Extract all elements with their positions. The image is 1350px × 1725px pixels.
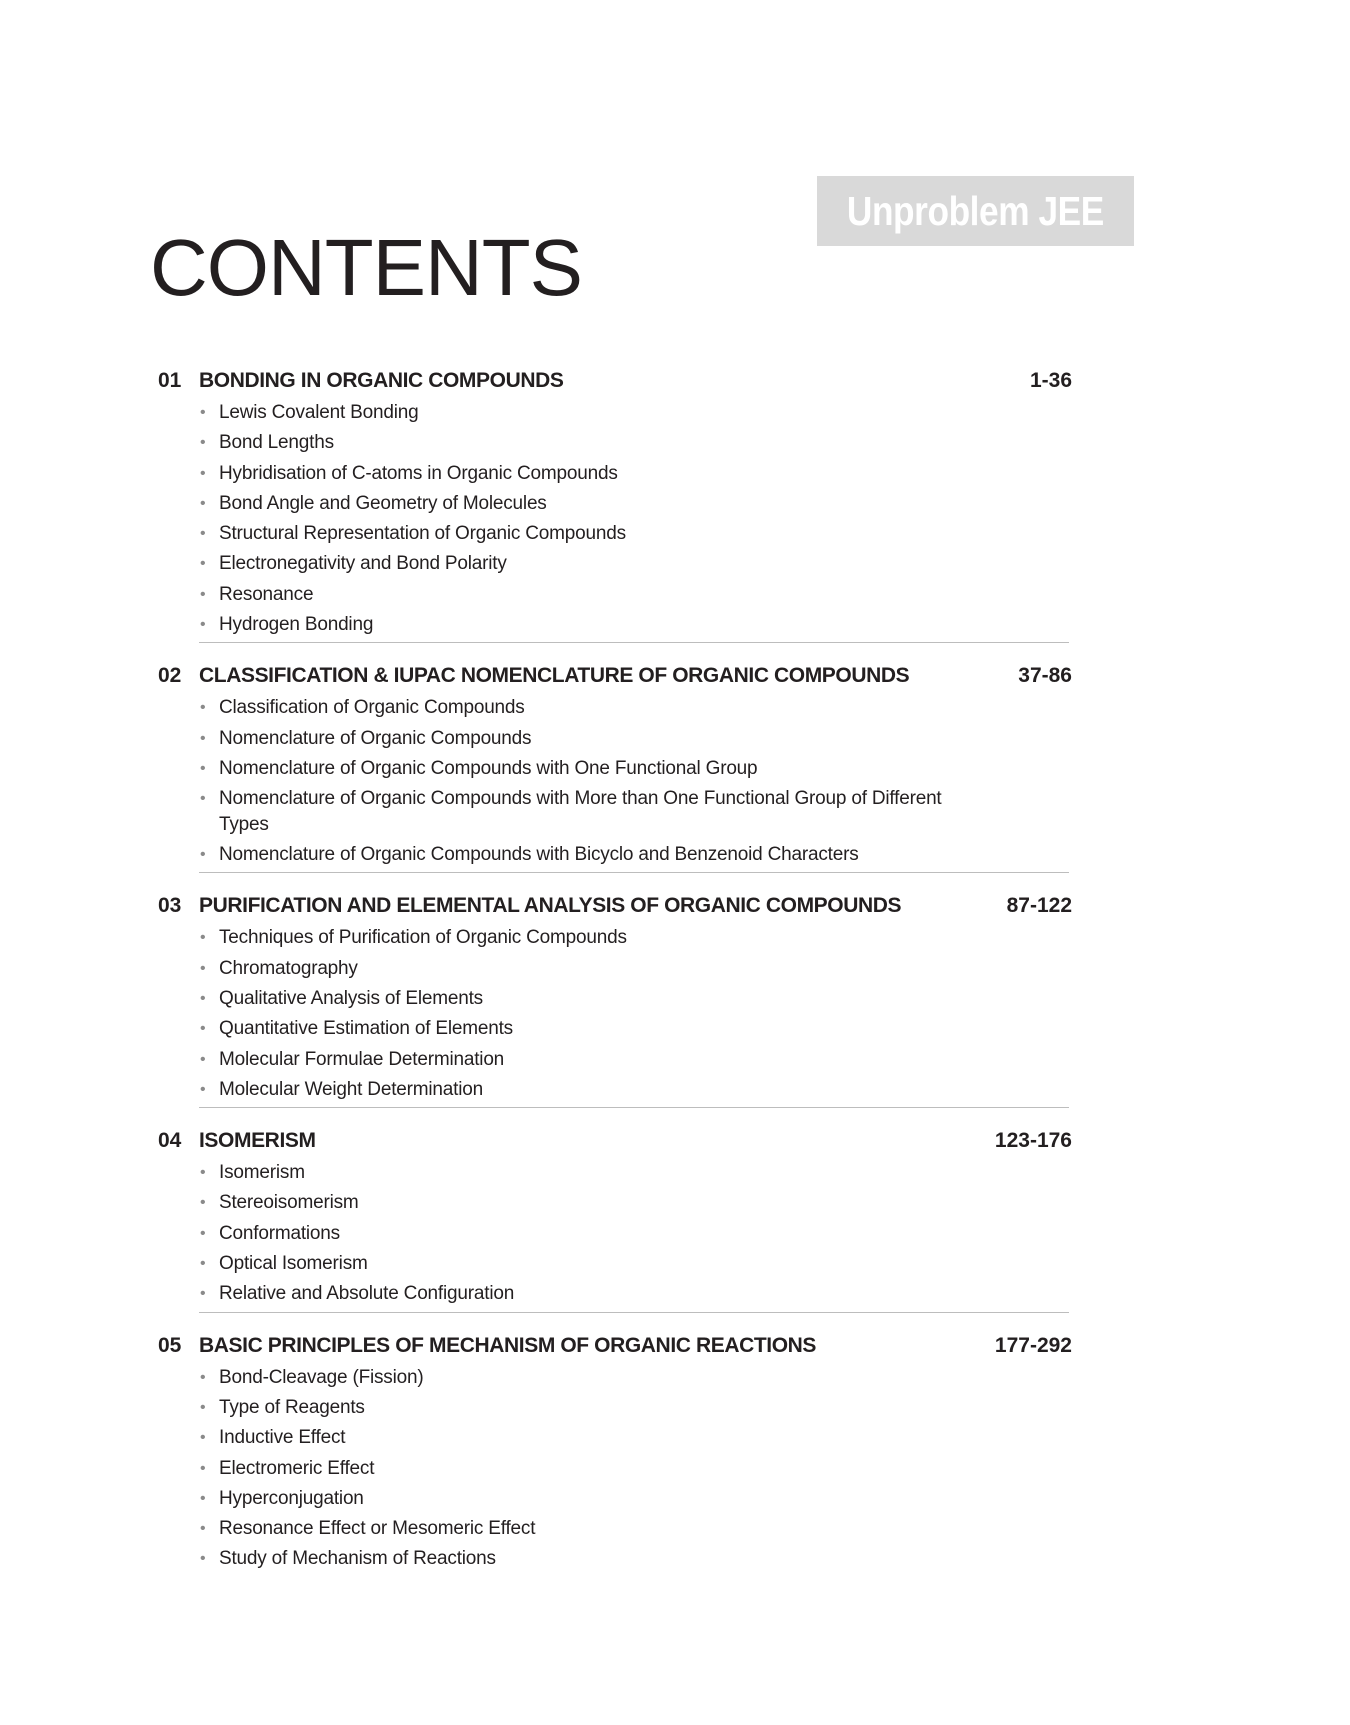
topic-item[interactable] — [0, 956, 1350, 982]
topic-item[interactable] — [0, 726, 1350, 752]
bullet-icon: • — [200, 1489, 206, 1507]
topic-item[interactable] — [0, 1160, 1350, 1186]
topic-label: Molecular Weight Determination — [219, 1078, 483, 1100]
topic-item[interactable] — [0, 986, 1350, 1012]
chapter-page-range: 1-36 — [1029, 369, 1072, 392]
brand-text: Unproblem JEE — [847, 187, 1104, 234]
bullet-icon: • — [200, 1285, 206, 1303]
bullet-icon: • — [200, 699, 206, 717]
topic-item[interactable] — [0, 695, 1350, 721]
topic-item[interactable] — [0, 1190, 1350, 1216]
topic-label: Conformations — [219, 1222, 340, 1244]
topic-item[interactable] — [0, 491, 1350, 517]
topic-label: Inductive Effect — [219, 1427, 346, 1449]
topic-label: Structural Representation of Organic Compounds — [219, 523, 626, 545]
section-divider — [199, 1107, 1069, 1108]
bullet-icon: • — [200, 464, 206, 482]
bullet-icon: • — [200, 585, 206, 603]
chapter-title: PURIFICATION AND ELEMENTAL ANALYSIS OF ORGANIC COMPOUNDS — [199, 894, 902, 918]
topic-label: Resonance Effect or Mesomeric Effect — [219, 1518, 536, 1540]
bullet-icon: • — [200, 790, 206, 808]
topic-label: Optical Isomerism — [219, 1253, 368, 1275]
topic-item[interactable] — [0, 925, 1350, 951]
bullet-icon: • — [200, 1050, 206, 1068]
topic-label: Bond-Cleavage (Fission) — [219, 1366, 424, 1388]
topic-label: Qualitative Analysis of Elements — [219, 987, 483, 1009]
bullet-icon: • — [200, 959, 206, 977]
chapter-number: 05 — [158, 1333, 182, 1357]
topic-label: Electromeric Effect — [219, 1457, 375, 1479]
chapter-title: BASIC PRINCIPLES OF MECHANISM OF ORGANIC REACTIONS — [199, 1333, 817, 1357]
topic-label: Bond Lengths — [219, 432, 334, 454]
chapter-heading[interactable] — [0, 1331, 1350, 1365]
topic-label: Electronegativity and Bond Polarity — [219, 553, 507, 575]
topic-label: Nomenclature of Organic Compounds with One Functional Group — [219, 757, 758, 779]
bullet-icon: • — [200, 434, 206, 452]
topic-label: Nomenclature of Organic Compounds with Bicyclo and Benzenoid Characters — [219, 844, 859, 866]
bullet-icon: • — [200, 1550, 206, 1568]
topic-label: Quantitative Estimation of Elements — [219, 1018, 513, 1040]
topic-label: Type of Reagents — [219, 1396, 365, 1418]
topic-label: Molecular Formulae Determination — [219, 1048, 505, 1070]
topic-list — [0, 925, 1350, 1102]
topic-item[interactable] — [0, 461, 1350, 487]
topic-item[interactable] — [0, 1425, 1350, 1451]
topic-label: Lewis Covalent Bonding — [219, 402, 419, 423]
topic-label: Hyperconjugation — [219, 1487, 364, 1509]
topic-label: Isomerism — [219, 1162, 305, 1184]
bullet-icon: • — [200, 1164, 206, 1182]
topic-label: Stereoisomerism — [219, 1192, 359, 1214]
chapter-title: CLASSIFICATION & IUPAC NOMENCLATURE OF ORGANIC COMPOUNDS — [199, 664, 910, 688]
topic-list — [0, 400, 1350, 638]
topic-item[interactable] — [0, 551, 1350, 577]
topic-label: Techniques of Purification of Organic Compounds — [219, 927, 627, 949]
bullet-icon: • — [200, 525, 206, 543]
chapter-entry — [0, 891, 1350, 1108]
chapter-page-range: 37-86 — [1018, 664, 1072, 688]
chapter-entry — [0, 366, 1350, 643]
topic-item[interactable] — [0, 1251, 1350, 1277]
chapter-number: 04 — [158, 1129, 182, 1153]
chapter-heading[interactable] — [0, 366, 1350, 400]
topic-label: Resonance — [219, 583, 314, 605]
chapter-page-range: 177-292 — [994, 1333, 1072, 1357]
topic-label: Hydrogen Bonding — [219, 614, 374, 636]
topic-item[interactable] — [0, 1456, 1350, 1482]
bullet-icon: • — [200, 1224, 206, 1242]
bullet-icon: • — [200, 759, 206, 777]
topic-label: Hybridisation of C-atoms in Organic Compounds — [219, 462, 618, 484]
topic-item[interactable] — [0, 842, 1350, 868]
topic-item[interactable] — [0, 582, 1350, 608]
topic-item[interactable] — [0, 1077, 1350, 1103]
bullet-icon: • — [200, 1194, 206, 1212]
topic-list — [0, 1365, 1350, 1572]
topic-item[interactable] — [0, 786, 1350, 837]
topic-item[interactable] — [0, 1016, 1350, 1042]
bullet-icon: • — [200, 1255, 206, 1273]
topic-list — [0, 695, 1350, 867]
bullet-icon: • — [200, 1020, 206, 1038]
topic-item[interactable] — [0, 400, 1350, 426]
topic-item[interactable] — [0, 1546, 1350, 1572]
topic-item[interactable] — [0, 1221, 1350, 1247]
chapter-heading[interactable] — [0, 661, 1350, 695]
chapter-heading[interactable] — [0, 891, 1350, 925]
topic-label: Study of Mechanism of Reactions — [219, 1548, 496, 1570]
topic-label: Nomenclature of Organic Compounds — [219, 727, 532, 749]
bullet-icon: • — [200, 1080, 206, 1098]
page-title: CONTENTS — [150, 223, 582, 312]
bullet-icon: • — [200, 1520, 206, 1538]
chapter-title: ISOMERISM — [199, 1129, 316, 1153]
topic-list — [0, 1160, 1350, 1307]
section-divider — [199, 1312, 1069, 1313]
chapter-number: 02 — [158, 664, 182, 688]
chapter-entry — [0, 1126, 1350, 1312]
bullet-icon: • — [200, 1368, 206, 1386]
topic-label: Relative and Absolute Configuration — [219, 1283, 515, 1305]
chapter-page-range: 123-176 — [994, 1129, 1072, 1153]
topic-item[interactable] — [0, 612, 1350, 638]
chapter-heading[interactable] — [0, 1126, 1350, 1160]
bullet-icon: • — [200, 616, 206, 634]
brand-badge — [817, 176, 1134, 246]
topic-label: Nomenclature of Organic Compounds with More than One Functional Group of Different Types — [219, 788, 942, 835]
table-of-contents — [0, 366, 1350, 1577]
chapter-entry — [0, 1331, 1350, 1572]
section-divider — [199, 872, 1069, 873]
bullet-icon: • — [200, 1429, 206, 1447]
bullet-icon: • — [200, 1398, 206, 1416]
topic-item[interactable] — [0, 756, 1350, 782]
topic-item[interactable] — [0, 1395, 1350, 1421]
chapter-number: 03 — [158, 894, 182, 918]
bullet-icon: • — [200, 494, 206, 512]
topic-item[interactable] — [0, 1365, 1350, 1391]
topic-label: Chromatography — [219, 957, 358, 979]
bullet-icon: • — [200, 555, 206, 573]
bullet-icon: • — [200, 929, 206, 947]
chapter-title: BONDING IN ORGANIC COMPOUNDS — [199, 369, 564, 392]
topic-item[interactable] — [0, 1047, 1350, 1073]
bullet-icon: • — [200, 404, 206, 421]
topic-item[interactable] — [0, 521, 1350, 547]
chapter-number: 01 — [158, 369, 182, 392]
bullet-icon: • — [200, 989, 206, 1007]
chapter-page-range: 87-122 — [1006, 894, 1072, 918]
section-divider — [199, 642, 1069, 643]
bullet-icon: • — [200, 1459, 206, 1477]
topic-label: Classification of Organic Compounds — [219, 697, 525, 719]
topic-item[interactable] — [0, 1516, 1350, 1542]
bullet-icon: • — [200, 729, 206, 747]
topic-item[interactable] — [0, 1281, 1350, 1307]
topic-item[interactable] — [0, 1486, 1350, 1512]
bullet-icon: • — [200, 846, 206, 864]
topic-item[interactable] — [0, 430, 1350, 456]
chapter-entry — [0, 661, 1350, 873]
topic-label: Bond Angle and Geometry of Molecules — [219, 492, 547, 514]
